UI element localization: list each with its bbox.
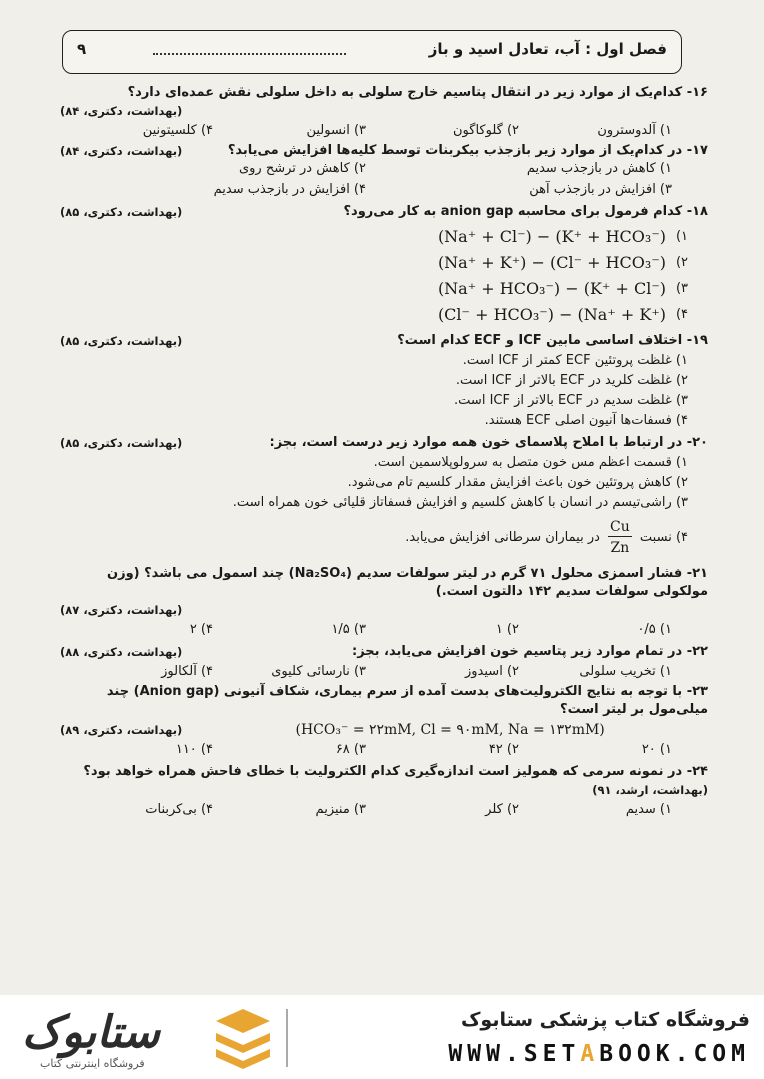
option-2: ۲) ۱	[495, 622, 519, 637]
chapter-header	[62, 30, 682, 74]
question-source: (بهداشت، دکتری، ۸۵)	[60, 436, 183, 450]
option-4: ۴) کلسیتونین	[142, 123, 213, 138]
question-text: ۲۳- با توجه به نتایج الکترولیت‌های بدست آمده از سرم بیماری، شکاف آنیونی (Anion gap) چند میلی‌مول بر لیتر است؟	[106, 684, 708, 717]
options	[60, 122, 708, 140]
question-text: ۲۱- فشار اسمزی محلول ۷۱ گرم در لیتر سولفات سدیم (Na₂SO₄) چند اسمول می باشد؟ (وزن مولکولی سولفات سدیم ۱۴۲ دالتون است.)	[107, 566, 708, 599]
option-2: ۲) غلظت کلرید در ECF بالاتر از ICF است.	[455, 373, 688, 388]
question-source: (بهداشت، دکتری، ۸۹)	[60, 723, 183, 737]
page-number: ۹	[77, 40, 87, 58]
option-4: ۴) فسفات‌ها آنیون اصلی ECF هستند.	[484, 413, 688, 428]
store-name: فروشگاه کتاب پزشکی ستابوک	[460, 1009, 750, 1031]
question-source: (بهداشت، دکتری، ۸۴)	[60, 104, 183, 118]
chapter-title: فصل اول : آب، تعادل اسید و باز	[428, 40, 667, 58]
logo-subtitle: فروشگاه اینترنتی کتاب	[40, 1057, 145, 1070]
option-1: ۱) ۰/۵	[637, 622, 672, 637]
question-source: (بهداشت، دکتری، ۸۵)	[60, 334, 183, 348]
option-4: ۴) بی‌کربنات	[145, 802, 213, 817]
question-20	[60, 434, 708, 559]
question-text: ۱۶- کدام‌یک از موارد زیر در انتقال پتاسیم خارج سلولی به داخل سلولی نقش عمده‌ای دارد؟	[127, 85, 708, 100]
option-4: ۴) ۲	[189, 622, 213, 637]
option-3: ۳) ۱/۵	[331, 622, 366, 637]
divider	[286, 1009, 288, 1067]
question-source: (بهداشت، دکتری، ۸۵)	[60, 205, 183, 219]
question-text: ۲۴- در نمونه سرمی که همولیز است اندازه‌گیری کدام الکترولیت با خطای فاحش همراه خواهد بود؟	[83, 764, 708, 779]
question-19	[60, 332, 708, 430]
option-2: ۲) کاهش پروتئین خون باعث افزایش مقدار کلسیم تام می‌شود.	[347, 475, 688, 490]
question-formula: (HCO₃⁻ = ۲۲mM, Cl = ۹۰mM, Na = ۱۳۲mM)	[295, 722, 605, 738]
option-1: ۱) تخریب سلولی	[579, 664, 672, 679]
option-2: ۲) اسیدوز	[465, 664, 519, 679]
option-1: ۱) آلدوسترون	[597, 123, 672, 138]
option-3: ۳) راشی‌تیسم در انسان با کاهش کلسیم و افزایش فسفاتاز قلیائی خون همراه است.	[232, 495, 688, 510]
options	[60, 160, 708, 199]
question-source: (بهداشت، دکتری، ۸۷)	[60, 603, 183, 617]
option-2: ۲) کاهش در ترشح روی	[238, 161, 366, 176]
option-3: ۳) افزایش در بازجذب آهن	[529, 182, 672, 197]
option-3: ۳) منیزیم	[315, 802, 366, 817]
question-source: (بهداشت، ارشد، ۹۱)	[592, 783, 708, 797]
option-3: ۳) نارسائی کلیوی	[271, 664, 366, 679]
options	[60, 741, 708, 759]
header-dots	[153, 53, 346, 55]
option-3: ۳) ۶۸	[335, 742, 366, 757]
question-18	[60, 203, 708, 324]
options	[60, 454, 708, 559]
question-source: (بهداشت، دکتری، ۸۴)	[60, 144, 183, 158]
options	[60, 663, 708, 681]
option-4: ۴) ۱۱۰	[175, 742, 213, 757]
option-1: ۱) قسمت اعظم مس خون متصل به سرولوپلاسمین است.	[373, 455, 688, 470]
option-1: ۱) کاهش در بازجذب سدیم	[526, 161, 672, 176]
question-17	[60, 142, 708, 199]
option-2: ۲) ۴۲	[488, 742, 519, 757]
formula-option-2: ۲) (Na⁺ + K⁺) − (Cl⁻ + HCO₃⁻)	[437, 253, 688, 272]
cu-zn-fraction: $\frac{Cu}{Zn}$	[610, 519, 630, 556]
book-stack-icon	[212, 1007, 274, 1069]
option-3: ۳) انسولین	[306, 123, 366, 138]
options	[60, 801, 708, 819]
option-2: ۲) گلوکاگون	[453, 123, 519, 138]
questions-area	[60, 84, 708, 821]
question-22	[60, 643, 708, 681]
option-4: ۴) نسبت $\frac{Cu}{Zn}$ در بیماران سرطانی افزایش می‌یابد.	[60, 516, 688, 559]
question-23	[60, 683, 708, 759]
options	[60, 352, 708, 430]
store-banner	[0, 995, 764, 1079]
option-4: ۴) آلکالوز	[161, 664, 213, 679]
option-1: ۱) ۲۰	[641, 742, 672, 757]
formula-option-1: ۱) (Na⁺ + Cl⁻) − (K⁺ + HCO₃⁻)	[437, 227, 688, 246]
question-21	[60, 565, 708, 639]
option-1: ۱) غلظت پروتئین ECF کمتر از ICF است.	[462, 353, 688, 368]
formula-option-3: ۳) (Na⁺ + HCO₃⁻) − (K⁺ + Cl⁻)	[437, 279, 688, 298]
options	[60, 621, 708, 639]
question-source: (بهداشت، دکتری، ۸۸)	[60, 645, 183, 659]
question-text: ۱۹- اختلاف اساسی مابین ICF و ECF کدام است؟	[397, 333, 708, 348]
question-text: ۲۲- در تمام موارد زیر پتاسیم خون افزایش می‌یابد، بجز:	[352, 644, 708, 659]
option-1: ۱) سدیم	[625, 802, 672, 817]
store-url: WWW.SETABOOK.COM	[448, 1041, 750, 1067]
question-16	[60, 84, 708, 140]
question-24	[60, 763, 708, 819]
formula-option-4: ۴) (Cl⁻ + HCO₃⁻) − (Na⁺ + K⁺)	[437, 305, 688, 324]
option-2: ۲) کلر	[485, 802, 519, 817]
setabook-logo: ستابوک	[22, 1007, 160, 1058]
option-4: ۴) افزایش در بازجذب سدیم	[213, 182, 366, 197]
question-text: ۱۸- کدام فرمول برای محاسبه anion gap به کار می‌رود؟	[343, 204, 708, 219]
option-3: ۳) غلظت سدیم در ECF بالاتر از ICF است.	[454, 393, 688, 408]
question-text: ۲۰- در ارتباط با املاح پلاسمای خون همه موارد زیر درست است، بجز:	[269, 435, 708, 450]
question-text: ۱۷- در کدام‌یک از موارد زیر بازجذب بیکربنات توسط کلیه‌ها افزایش می‌یابد؟	[227, 143, 708, 158]
